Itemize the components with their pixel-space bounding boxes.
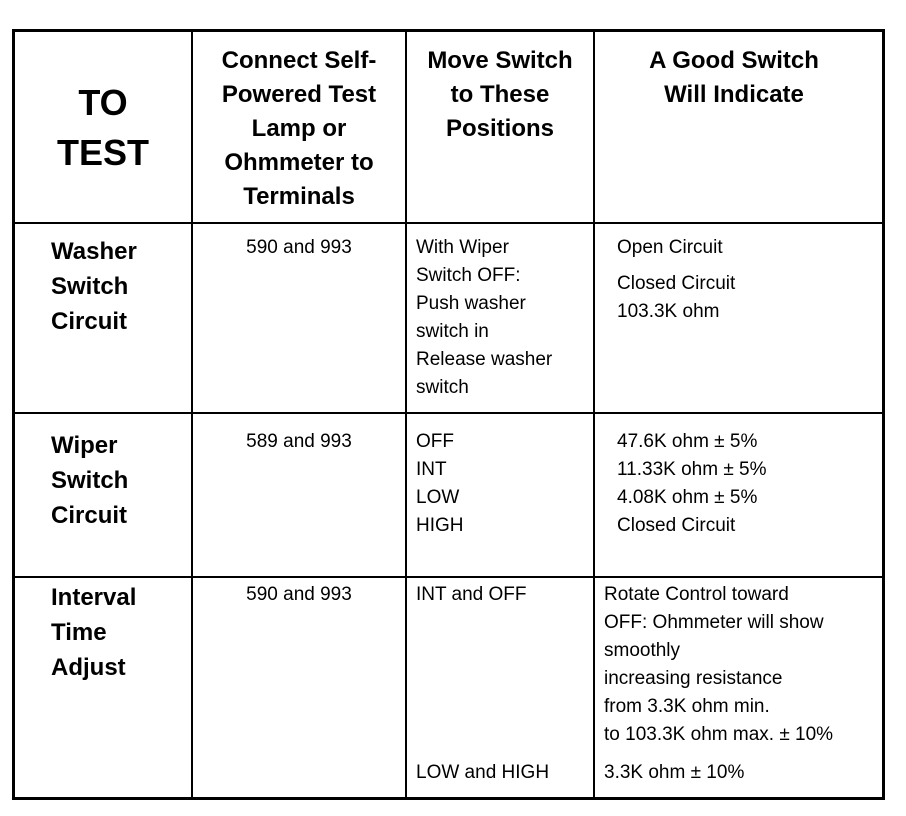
- header-to-test: TO TEST: [56, 82, 149, 173]
- row-divider: [15, 576, 882, 578]
- switch-test-table: [12, 29, 885, 800]
- column-divider: [593, 32, 595, 797]
- row-divider: [15, 222, 882, 224]
- row-wiper-terminals: 589 and 993: [246, 431, 352, 452]
- row-washer-test: Washer Switch Circuit: [51, 238, 137, 335]
- column-divider: [405, 32, 407, 797]
- row-washer-terminals: 590 and 993: [246, 237, 352, 258]
- row-interval-positions-low-high: LOW and HIGH: [416, 762, 550, 783]
- row-interval-positions-int-off: INT and OFF: [416, 584, 527, 605]
- header-indicate: A Good Switch Will Indicate: [649, 47, 819, 108]
- header-positions: Move Switch to These Positions: [427, 47, 573, 142]
- row-washer-positions: With Wiper Switch OFF: Push washer switch in Release washer switch: [416, 237, 553, 398]
- header-terminals: Connect Self- Powered Test Lamp or Ohmmeter to Terminals: [221, 47, 377, 210]
- row-interval-indicate-rotate: Rotate Control toward OFF: Ohmmeter will show smoothly increasing resistance from 3.3K ohm min. to 103.3K ohm max. ± 10%: [604, 584, 834, 745]
- row-divider: [15, 412, 882, 414]
- row-wiper-indicate: 47.6K ohm ± 5% 11.33K ohm ± 5% 4.08K ohm ± 5% Closed Circuit: [617, 431, 767, 536]
- row-washer-indicate-open: Open Circuit: [617, 237, 723, 258]
- row-interval-indicate-low-high: 3.3K ohm ± 10%: [604, 762, 745, 783]
- row-interval-test: Interval Time Adjust: [51, 584, 137, 681]
- row-wiper-test: Wiper Switch Circuit: [51, 432, 129, 529]
- row-wiper-positions: OFF INT LOW HIGH: [416, 431, 464, 536]
- row-interval-terminals: 590 and 993: [246, 584, 352, 605]
- row-washer-indicate-closed: Closed Circuit 103.3K ohm: [617, 273, 736, 322]
